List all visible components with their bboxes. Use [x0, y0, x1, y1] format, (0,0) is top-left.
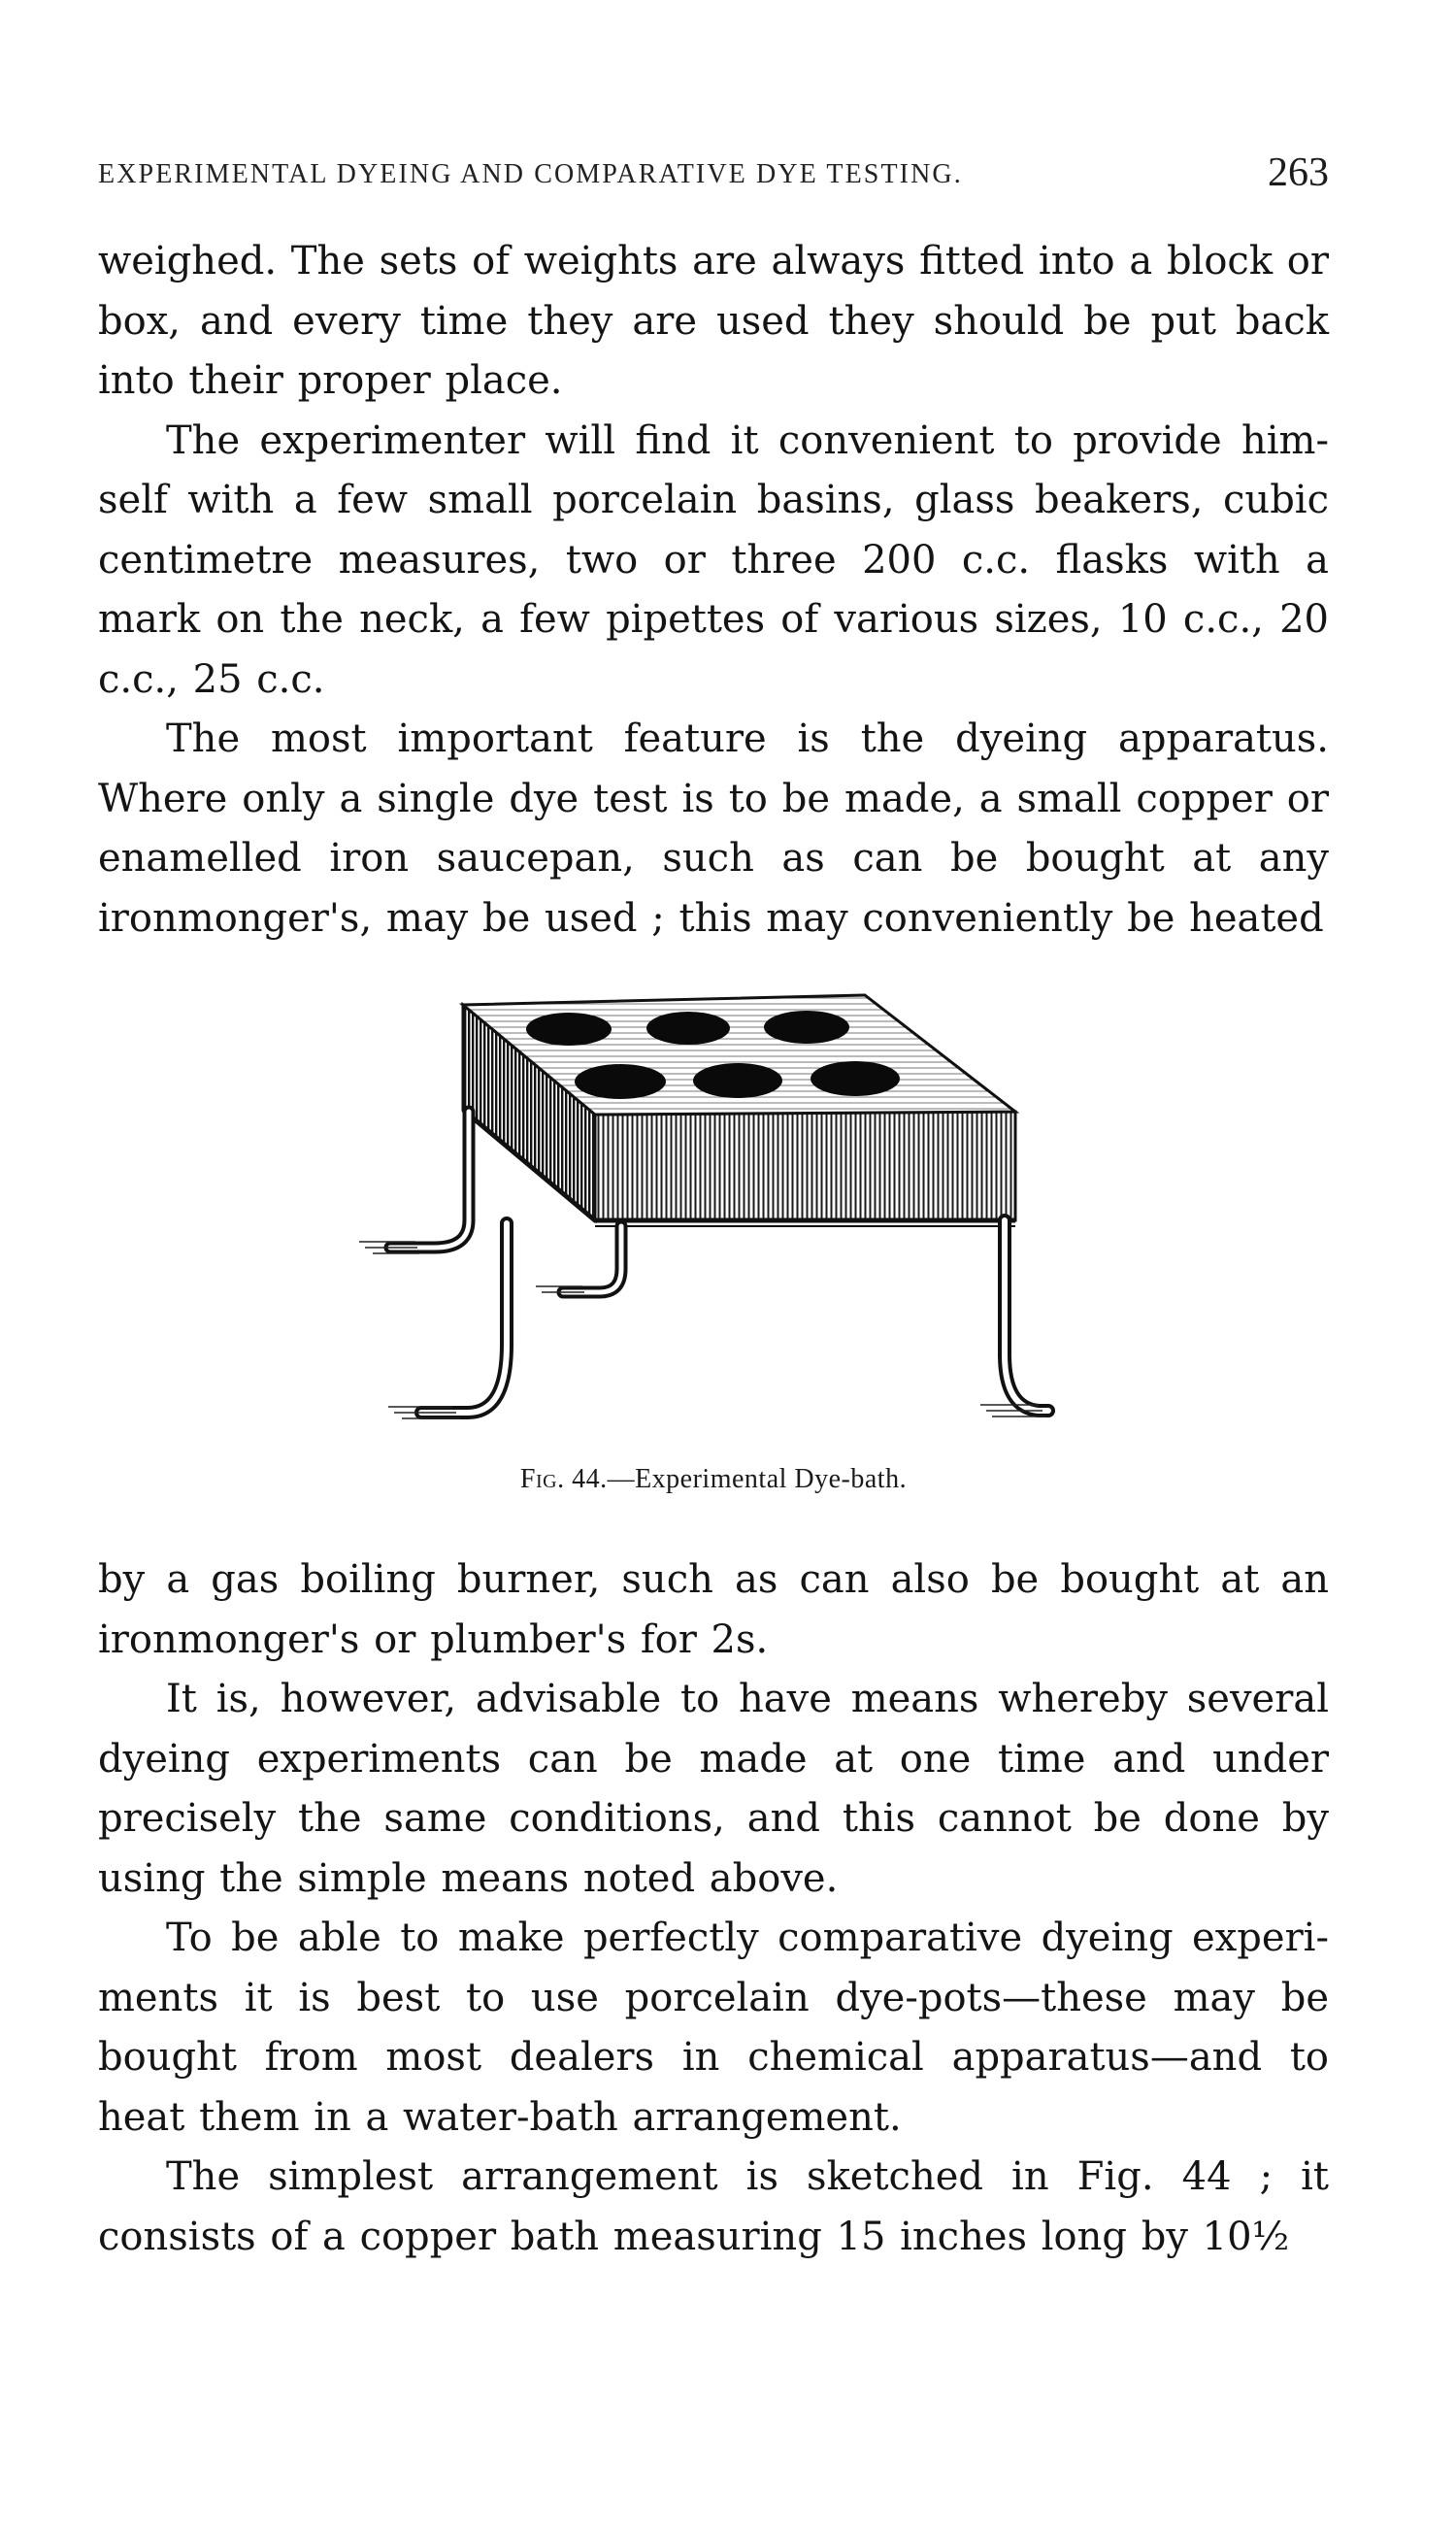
paragraph-dyeing-apparatus: The most important feature is the dyeing apparatus. Where only a single dye test is to be made, a small copper or enamelled iron saucepan, such as can be bought at any ironmonger's, may be used ; this may conveniently be heated — [98, 717, 1329, 941]
paragraph-equipment: The experimenter will find it convenient to provide himself with a few small porcelain basins, glass beakers, cubic centimetre measures, two or three 200 c.c. flasks with a mark on the neck, a few pipettes of various sizes, 10 c.c., 20 c.c., 25 c.c. — [98, 417, 1329, 702]
paragraph-porcelain-dye-pots: To be able to make perfectly comparative dyeing experiments it is best to use porcelain dye-pots—these may be bought from most dealers in chemical apparatus—and to heat them in a water-bath arrangement. — [98, 1916, 1329, 2140]
figure-label: Fig. 44. — [519, 1464, 608, 1494]
dye-bath-illustration — [359, 966, 1058, 1461]
figure-caption — [98, 1464, 1329, 1495]
running-header — [98, 146, 1329, 204]
text-block-before-figure — [98, 232, 1329, 949]
paragraph-several-experiments: It is, however, advisable to have means whereby several dyeing experiments can be made at one time and under precisely the same conditions, and this cannot be done by using the simple means noted above. — [98, 1677, 1329, 1901]
paragraph-simplest-arrangement: The simplest arrangement is sketched in Fig. 44 ; it consists of a copper bath measuring 15 inches long by 10½ — [98, 2154, 1329, 2259]
figure-caption-text: —Experimental Dye-bath. — [607, 1464, 908, 1494]
page-number: 263 — [1268, 150, 1329, 195]
text-block-after-figure — [98, 1550, 1329, 2267]
paragraph-gas-burner: by a gas boiling burner, such as can also be bought at an ironmonger's or plumber's for 2s. — [98, 1557, 1329, 1662]
running-header-title: EXPERIMENTAL DYEING AND COMPARATIVE DYE TESTING. — [98, 159, 963, 189]
dye-bath-figure — [359, 966, 1058, 1461]
paragraph-weights: weighed. The sets of weights are always fitted into a block or box, and every time they are used they should be put back into their proper place. — [98, 239, 1329, 403]
